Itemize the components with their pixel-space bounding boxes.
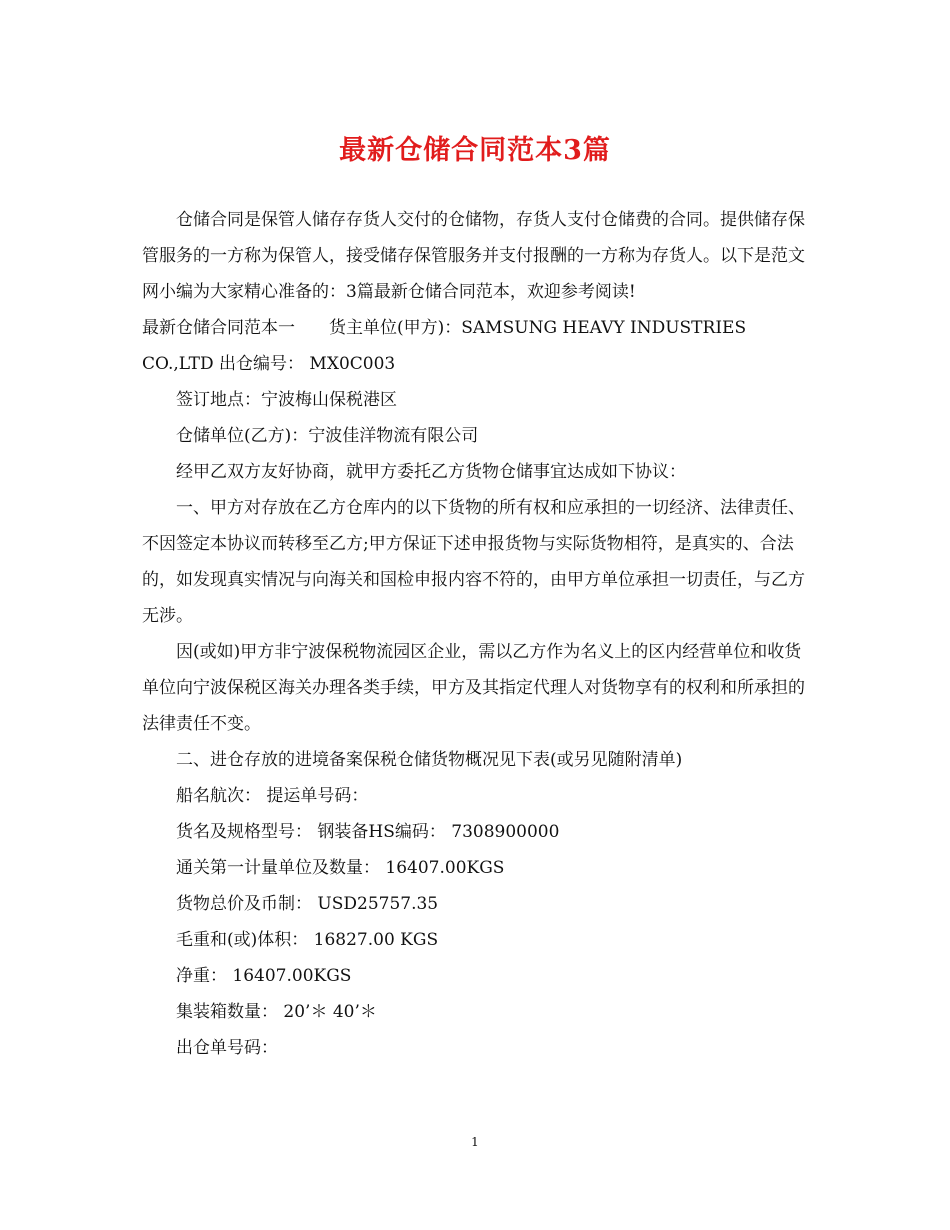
clause-one-b: 因(或如)甲方非宁波保税物流园区企业，需以乙方作为名义上的区内经营单位和收货单位向宁波保税区海关办理各类手续，甲方及其指定代理人对货物享有的权利和所承担的法律责任不变。 <box>142 642 805 734</box>
gross-weight-line: 毛重和(或)体积： 16827.00 KGS <box>176 930 439 950</box>
sign-place: 签订地点：宁波梅山保税港区 <box>176 390 397 410</box>
net-weight-line: 净重： 16407.00KGS <box>176 966 352 986</box>
contract-header-line: 最新仓储合同范本一 货主单位(甲方)：SAMSUNG HEAVY INDUSTRIES CO.,LTD 出仓编号： MX0C003 <box>142 318 747 374</box>
intro-paragraph: 仓储合同是保管人储存存货人交付的仓储物，存货人支付仓储费的合同。提供储存保管服务的一方称为保管人，接受储存保管服务并支付报酬的一方称为存货人。以下是范文网小编为大家精心准备的：3篇最新仓储合同范本，欢迎参考阅读! <box>142 210 805 302</box>
price-line: 货物总价及币制： USD25757.35 <box>176 894 439 914</box>
clause-two: 二、进仓存放的进境备案保税仓储货物概况见下表(或另见随附清单) <box>176 750 683 770</box>
clause-one: 一、甲方对存放在乙方仓库内的以下货物的所有权和应承担的一切经济、法律责任、不因签定本协议而转移至乙方;甲方保证下述申报货物与实际货物相符，是真实的、合法的，如发现真实情况与向海关和国检申报内容不符的，由甲方单位承担一切责任，与乙方无涉。 <box>142 498 805 626</box>
outbound-number-line: 出仓单号码： <box>176 1038 278 1058</box>
page-number: 1 <box>471 1135 479 1149</box>
ship-voyage: 船名航次： 提运单号码： <box>176 786 369 806</box>
goods-spec: 货名及规格型号： 钢装备HS编码： 7308900000 <box>176 822 560 842</box>
document-title: 最新仓储合同范本3篇 <box>339 135 611 166</box>
storage-unit: 仓储单位(乙方)：宁波佳洋物流有限公司 <box>176 426 479 446</box>
agreement-line: 经甲乙双方友好协商，就甲方委托乙方货物仓储事宜达成如下协议： <box>176 462 686 482</box>
quantity-line: 通关第一计量单位及数量： 16407.00KGS <box>176 858 505 878</box>
document-body <box>142 202 812 1066</box>
container-line: 集装箱数量： 20’＊ 40’＊ <box>176 1002 377 1022</box>
